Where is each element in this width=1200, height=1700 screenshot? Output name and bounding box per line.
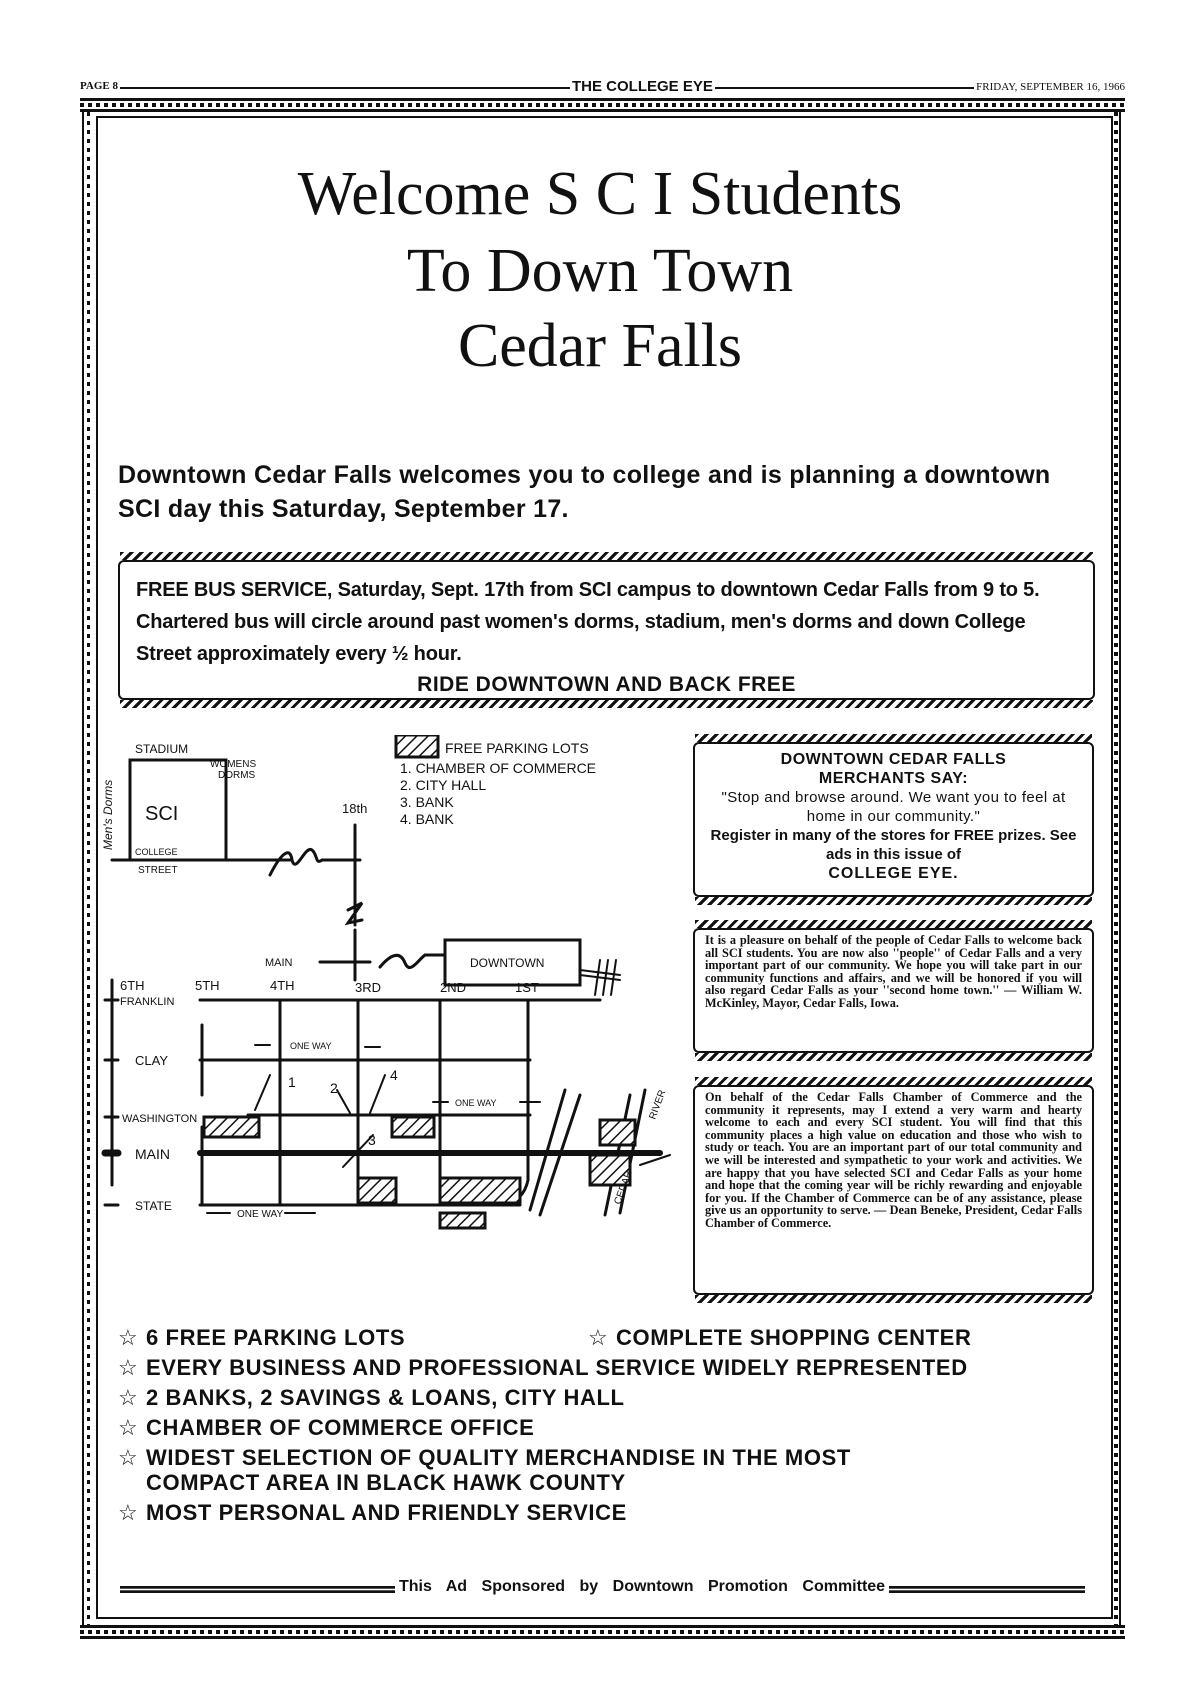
merchants-college-eye: COLLEGE EYE. [828, 865, 959, 882]
sponsor-text: This Ad Sponsored by Downtown Promotion Committee [395, 1578, 889, 1596]
border-top [80, 98, 1125, 112]
feature-item [118, 1415, 534, 1441]
merchants-register: Register in many of the stores for FREE prizes. See ads in this issue of [710, 827, 1077, 863]
map-label-stadium: STADIUM [135, 742, 189, 756]
map-label-womens: WOMENS [210, 759, 257, 770]
sponsor-rule-left [120, 1586, 400, 1593]
feature-text: WIDEST SELECTION OF QUALITY MERCHANDISE IN THE MOST [146, 1445, 851, 1470]
legend-item-2: 2. CITY HALL [400, 777, 487, 793]
street-clay: CLAY [135, 1053, 168, 1068]
map-label-college: COLLEGE [135, 847, 178, 857]
star-icon: ☆ [118, 1415, 139, 1440]
star-icon: ☆ [588, 1325, 609, 1350]
feature-item [118, 1445, 851, 1471]
feature-text: 2 BANKS, 2 SAVINGS & LOANS, CITY HALL [146, 1385, 625, 1410]
star-icon: ☆ [118, 1500, 139, 1525]
marker-2: 2 [330, 1080, 338, 1096]
map-label-downtown: DOWNTOWN [470, 956, 545, 970]
masthead [80, 78, 1125, 96]
street-main: MAIN [135, 1146, 170, 1162]
merchants-heading-2: MERCHANTS SAY: [818, 770, 969, 787]
feature-text: COMPACT AREA IN BLACK HAWK COUNTY [146, 1470, 626, 1495]
sponsor-line [120, 1578, 1085, 1600]
mayor-letter: It is a pleasure on behalf of the people of Cedar Falls to welcome back all SCI students. You are now also ''people'' of Cedar Falls and a very important part of our community. We hope you will take part in our community functions and affairs, and we will be honored if you will also regard Cedar Falls as your ''second home town.'' — William W. McKinley, Mayor, Cedar Falls, Iowa. [705, 933, 1082, 1010]
issue-date: FRIDAY, SEPTEMBER 16, 1966 [976, 81, 1125, 93]
marker-3: 3 [368, 1132, 376, 1148]
street-washington: WASHINGTON [122, 1113, 198, 1125]
feature-item [118, 1500, 627, 1526]
feature-item-continuation [118, 1470, 626, 1496]
headline-line-1: Welcome S C I Students [297, 160, 903, 228]
street-state: STATE [135, 1199, 172, 1213]
map-label-sci: SCI [145, 803, 179, 825]
cedar-label: CEDAR [612, 1169, 635, 1207]
map-label-mens-dorms: Men's Dorms [101, 779, 115, 850]
intro-paragraph: Downtown Cedar Falls welcomes you to college and is planning a downtown SCI day this Saturday, September 17. [118, 461, 1051, 523]
chamber-letter-box [693, 1085, 1094, 1295]
legend-parking: FREE PARKING LOTS [445, 740, 589, 756]
map-label-street: STREET [138, 865, 178, 876]
headline-line-3: Cedar Falls [457, 312, 743, 380]
legend-item-4: 4. BANK [400, 811, 454, 827]
downtown-map [100, 735, 690, 1295]
map-label-dorms: DORMS [218, 770, 256, 781]
merchants-quote: "Stop and browse around. We want you to feel at home in our community." [721, 789, 1066, 825]
legend-item-1: 1. CHAMBER OF COMMERCE [400, 760, 597, 776]
street-franklin: FRANKLIN [120, 996, 175, 1008]
one-way-state: ONE WAY [237, 1209, 284, 1220]
marker-4: 4 [390, 1067, 398, 1083]
one-way-washington: ONE WAY [455, 1098, 497, 1108]
mayor-letter-box [693, 928, 1094, 1053]
chamber-letter: On behalf of the Cedar Falls Chamber of Commerce and the community it represents, may I extend a very warm and hearty welcome to each and every SCI student. You will find that this community places a high value on education and those who wish to study or teach. You are an important part of our total community and we will be interested and sympathetic to your work and activities. We are happy that you have selected SCI and Cedar Falls as your home and hope that the coming year will be richly rewarding and enjoyable for you. If the Chamber of Commerce can be of any assistance, please give us an opportunity to serve. — Dean Beneke, President, Cedar Falls Chamber of Commerce. [705, 1090, 1082, 1230]
border-bottom [80, 1625, 1125, 1639]
one-way-clay: ONE WAY [290, 1041, 332, 1051]
page-number: PAGE 8 [80, 80, 118, 92]
border-left [82, 112, 90, 1625]
avenue-4th: 4TH [270, 978, 295, 993]
border-right [1113, 112, 1121, 1625]
star-icon: ☆ [118, 1385, 139, 1410]
avenue-1st: 1ST [515, 980, 539, 995]
bus-tagline: RIDE DOWNTOWN AND BACK FREE [417, 673, 796, 696]
avenue-5th: 5TH [195, 978, 220, 993]
feature-text: EVERY BUSINESS AND PROFESSIONAL SERVICE WIDELY REPRESENTED [146, 1355, 968, 1380]
newspaper-title: THE COLLEGE EYE [572, 78, 713, 95]
map-label-main: MAIN [265, 957, 293, 969]
feature-item [588, 1325, 971, 1351]
feature-text: 6 FREE PARKING LOTS [146, 1325, 406, 1350]
marker-1: 1 [288, 1074, 296, 1090]
merchants-heading-1: DOWNTOWN CEDAR FALLS [780, 751, 1007, 768]
merchants-box [693, 742, 1094, 897]
star-icon: ☆ [118, 1355, 139, 1380]
bus-service-text: FREE BUS SERVICE, Saturday, Sept. 17th from SCI campus to downtown Cedar Falls from 9 to 5. Chartered bus will circle around past women's dorms, stadium, men's dorms and down College Street approximately every ½ hour. [136, 579, 1040, 665]
headline-line-2: To Down Town [406, 237, 794, 305]
avenue-2nd: 2ND [440, 980, 467, 995]
feature-item [118, 1385, 625, 1411]
feature-text: MOST PERSONAL AND FRIENDLY SERVICE [146, 1500, 627, 1525]
river-label: RIVER [647, 1088, 669, 1122]
map-label-18th: 18th [342, 801, 368, 816]
feature-text: COMPLETE SHOPPING CENTER [616, 1325, 972, 1350]
feature-item [118, 1325, 405, 1351]
star-icon: ☆ [118, 1325, 139, 1350]
avenue-3rd: 3RD [355, 980, 382, 995]
feature-text: CHAMBER OF COMMERCE OFFICE [146, 1415, 535, 1440]
avenue-6th: 6TH [120, 978, 145, 993]
legend-item-3: 3. BANK [400, 794, 454, 810]
star-icon: ☆ [118, 1445, 139, 1470]
feature-item [118, 1355, 968, 1381]
bus-service-box [118, 560, 1095, 700]
